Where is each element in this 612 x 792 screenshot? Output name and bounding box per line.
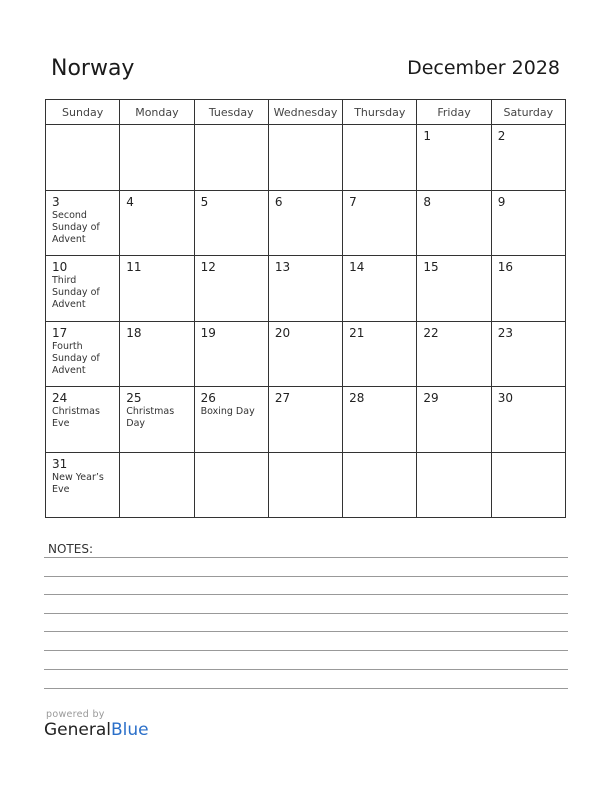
day-number: 11 [126,260,142,274]
note-line [44,650,568,651]
empty-day-cell [343,452,417,518]
day-number: 19 [200,325,216,340]
empty-day-cell [343,125,417,191]
week-row [46,321,566,387]
note-line [44,576,568,577]
note-line [44,688,568,689]
day-cell [268,387,342,453]
day-cell [268,256,342,322]
day-cell [194,256,268,322]
note-line [44,594,568,595]
day-cell [120,190,194,256]
week-row [46,387,566,453]
empty-day-cell [46,125,120,191]
day-cell [417,387,491,453]
day-number: 29 [423,391,439,405]
day-cell [491,321,565,387]
day-number: 28 [349,391,365,405]
empty-day-cell [268,452,342,518]
day-cell [491,256,565,322]
weekday-header-monday: Monday [120,100,194,125]
day-number: 12 [200,260,216,274]
day-number: 20 [274,325,291,340]
weekday-header-thursday: Thursday [343,100,417,125]
day-number: 3 [52,194,60,209]
calendar-grid [45,99,566,518]
empty-day-cell [194,452,268,518]
holiday-label: New Year’s Eve [52,471,104,495]
day-cell [194,387,268,453]
holiday-label: Christmas Day [126,406,175,429]
day-cell [268,190,342,256]
note-line [44,631,568,632]
day-number: 8 [423,194,432,209]
day-cell [417,321,491,387]
brand-general: General [44,720,111,740]
weekday-header-sunday: Sunday [46,100,120,125]
day-cell [343,321,417,387]
day-cell [417,125,491,191]
empty-day-cell [120,452,194,518]
day-cell [120,321,194,387]
day-cell [46,321,120,387]
day-number: 24 [52,391,68,405]
empty-day-cell [417,452,491,518]
day-number: 30 [497,391,513,405]
day-cell [491,190,565,256]
holiday-label: Second Sunday of Advent [52,209,100,245]
day-cell [491,125,565,191]
day-number: 27 [274,391,291,405]
weekday-header-wednesday: Wednesday [268,100,342,125]
day-number: 10 [52,260,68,274]
day-cell [46,190,120,256]
day-cell [120,256,194,322]
day-number: 26 [200,391,216,405]
day-number: 21 [349,325,365,340]
note-line [44,613,568,614]
day-number: 15 [423,260,439,274]
day-cell [417,256,491,322]
week-row [46,190,566,256]
day-cell [46,387,120,453]
day-number: 1 [423,129,432,143]
brand-blue: Blue [111,720,149,740]
country-title: Norway [51,56,135,81]
week-row [46,256,566,322]
day-number: 17 [52,325,68,340]
day-cell [46,452,120,518]
day-number: 9 [497,194,506,209]
brand-logo[interactable] [44,720,149,740]
day-cell [46,256,120,322]
empty-day-cell [120,125,194,191]
empty-day-cell [268,125,342,191]
day-number: 5 [200,194,209,209]
empty-day-cell [491,452,565,518]
day-number: 7 [349,194,357,209]
calendar-body [46,125,566,518]
weekday-header-friday: Friday [417,100,491,125]
week-row [46,452,566,518]
day-number: 4 [126,194,134,209]
holiday-label: Boxing Day [200,406,255,417]
note-line [44,557,568,558]
month-year-title: December 2028 [407,57,560,79]
day-number: 14 [349,260,365,274]
day-number: 22 [423,325,439,340]
day-number: 6 [274,194,283,209]
day-cell [343,190,417,256]
day-number: 23 [497,325,513,340]
day-cell [417,190,491,256]
day-cell [120,387,194,453]
day-number: 2 [497,129,506,143]
weekday-header-tuesday: Tuesday [194,100,268,125]
day-cell [491,387,565,453]
day-cell [343,256,417,322]
week-row [46,125,566,191]
day-number: 16 [497,260,513,274]
notes-label: NOTES: [48,542,93,556]
note-line [44,669,568,670]
day-cell [343,387,417,453]
day-number: 25 [126,391,142,405]
powered-by-text: powered by [46,709,105,720]
empty-day-cell [194,125,268,191]
holiday-label: Third Sunday of Advent [52,275,100,310]
weekday-header-saturday: Saturday [491,100,565,125]
day-cell [194,190,268,256]
day-number: 13 [274,260,291,274]
holiday-label: Christmas Eve [52,406,100,429]
day-cell [194,321,268,387]
weekday-header-row [46,100,566,125]
holiday-label: Fourth Sunday of Advent [52,340,100,376]
day-number: 18 [126,325,142,340]
day-number: 31 [52,456,68,471]
day-cell [268,321,342,387]
